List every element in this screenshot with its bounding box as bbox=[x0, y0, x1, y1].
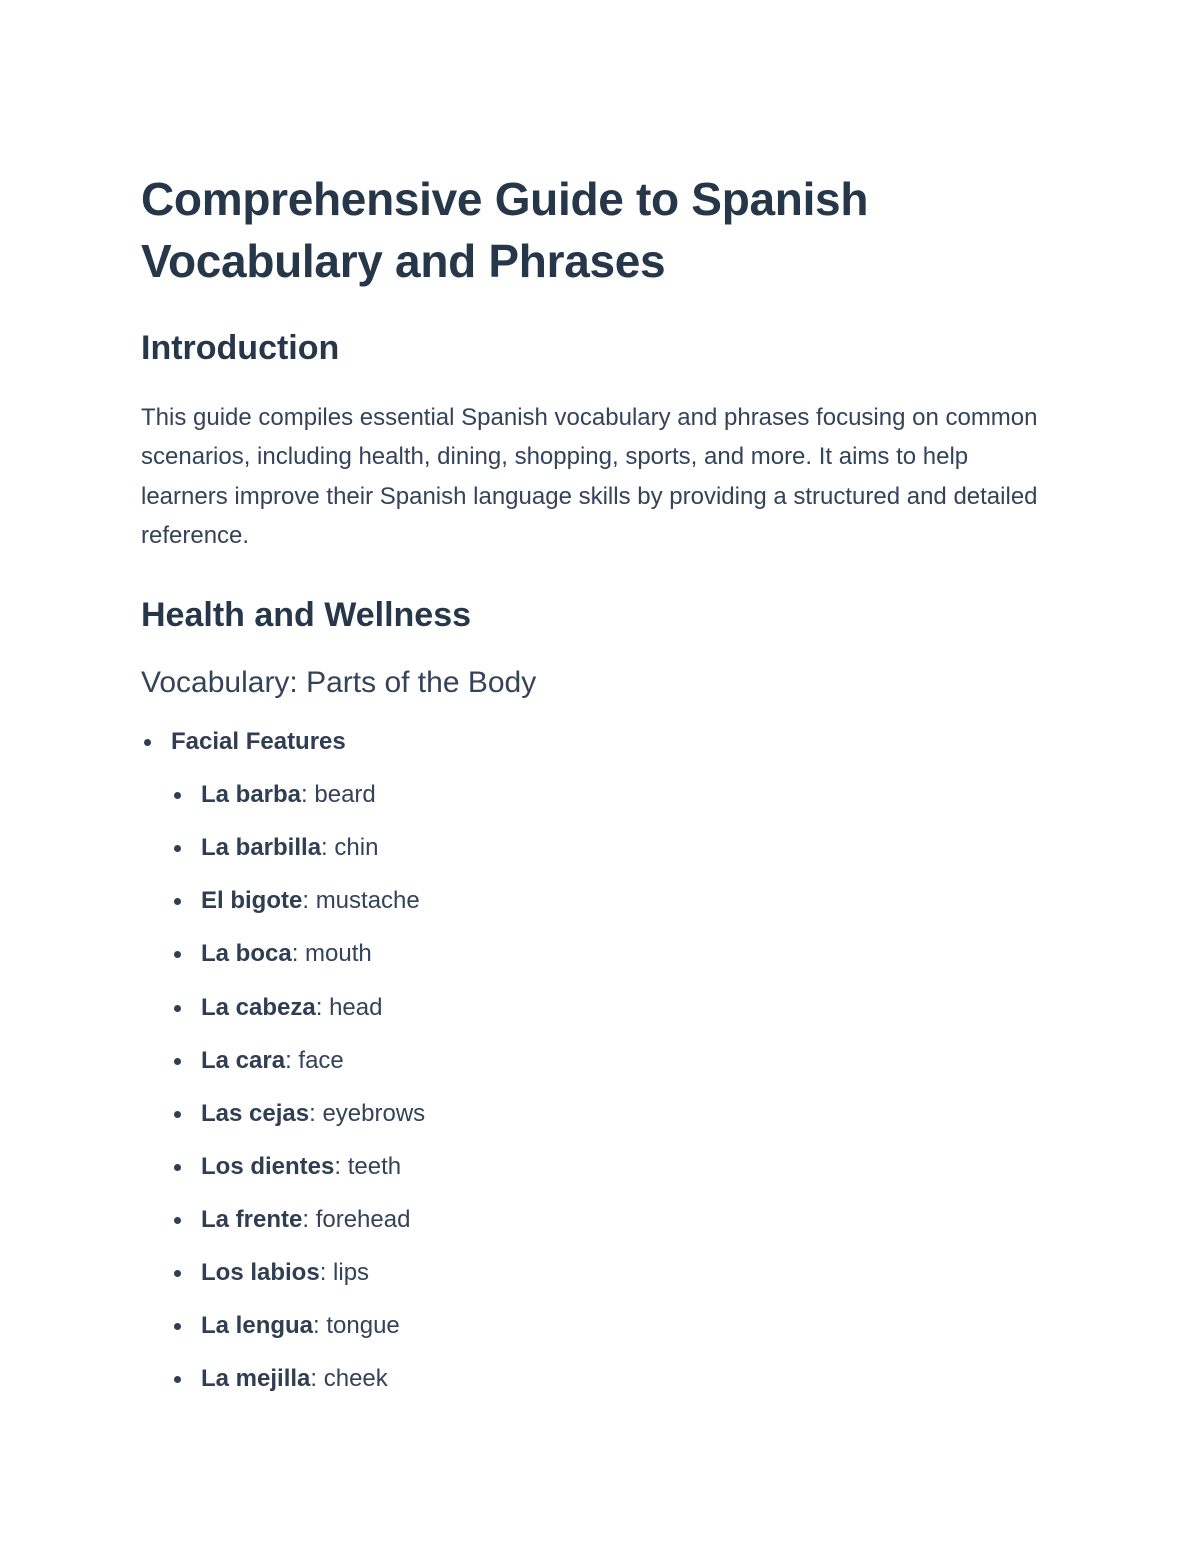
list-item bbox=[171, 992, 1061, 1024]
vocabulary-list bbox=[141, 726, 1061, 1395]
bullet-icon bbox=[174, 1376, 181, 1383]
term-separator: : bbox=[319, 1259, 334, 1287]
bullet-icon bbox=[174, 1217, 181, 1224]
english-meaning: head bbox=[329, 993, 383, 1021]
list-item bbox=[171, 779, 1061, 811]
spanish-term: La boca bbox=[201, 940, 292, 968]
facial-features-list bbox=[171, 779, 1061, 1395]
document-page bbox=[141, 168, 1061, 1416]
english-meaning: tongue bbox=[326, 1312, 400, 1340]
bullet-icon bbox=[174, 1058, 181, 1065]
intro-paragraph: This guide compiles essential Spanish vocabulary and phrases focusing on common scenarios, including health, dining, shopping, sports, and more. It aims to help learners improve their Spanish language skills by providing a structured and detailed reference. bbox=[141, 404, 1038, 549]
bullet-icon bbox=[174, 1164, 181, 1171]
spanish-term: El bigote bbox=[201, 887, 303, 915]
english-meaning: chin bbox=[334, 834, 379, 862]
term-separator: : bbox=[302, 887, 316, 915]
term-separator: : bbox=[302, 1205, 316, 1233]
spanish-term: La cabeza bbox=[201, 993, 316, 1021]
list-item bbox=[171, 1045, 1061, 1077]
list-item bbox=[171, 938, 1061, 970]
spanish-term: La mejilla bbox=[201, 1365, 311, 1393]
list-item bbox=[171, 1151, 1061, 1183]
bullet-icon bbox=[174, 898, 181, 905]
body-parts-subheading: Vocabulary: Parts of the Body bbox=[141, 666, 537, 700]
term-separator: : bbox=[285, 1046, 299, 1074]
health-heading: Health and Wellness bbox=[141, 596, 472, 635]
intro-heading: Introduction bbox=[141, 329, 340, 367]
list-item bbox=[171, 1310, 1061, 1342]
bullet-icon bbox=[174, 845, 181, 852]
term-separator: : bbox=[334, 1152, 348, 1180]
list-item bbox=[171, 1204, 1061, 1236]
spanish-term: Los labios bbox=[201, 1259, 320, 1287]
term-separator: : bbox=[301, 781, 315, 809]
english-meaning: forehead bbox=[315, 1205, 411, 1233]
bullet-icon bbox=[144, 739, 151, 746]
spanish-term: Las cejas bbox=[201, 1099, 310, 1127]
term-separator: : bbox=[315, 993, 330, 1021]
spanish-term: La cara bbox=[201, 1046, 286, 1074]
english-meaning: teeth bbox=[347, 1152, 402, 1180]
english-meaning: beard bbox=[314, 781, 376, 809]
english-meaning: mouth bbox=[305, 940, 372, 968]
list-item bbox=[171, 832, 1061, 864]
list-item bbox=[171, 1257, 1061, 1289]
bullet-icon bbox=[174, 1270, 181, 1277]
term-separator: : bbox=[321, 834, 335, 862]
english-meaning: cheek bbox=[323, 1365, 388, 1393]
page-title: Comprehensive Guide to Spanish Vocabulary and Phrases bbox=[141, 173, 869, 287]
group-label: Facial Features bbox=[171, 728, 346, 756]
term-separator: : bbox=[310, 1365, 324, 1393]
english-meaning: mustache bbox=[315, 887, 420, 915]
term-separator: : bbox=[313, 1312, 327, 1340]
spanish-term: La barba bbox=[201, 781, 302, 809]
bullet-icon bbox=[174, 1005, 181, 1012]
english-meaning: lips bbox=[333, 1259, 370, 1287]
list-item bbox=[171, 885, 1061, 917]
spanish-term: Los dientes bbox=[201, 1152, 335, 1180]
bullet-icon bbox=[174, 1323, 181, 1330]
bullet-icon bbox=[174, 951, 181, 958]
bullet-icon bbox=[174, 792, 181, 799]
spanish-term: La frente bbox=[201, 1205, 303, 1233]
term-separator: : bbox=[309, 1099, 323, 1127]
bullet-icon bbox=[174, 1111, 181, 1118]
term-separator: : bbox=[291, 940, 306, 968]
list-item bbox=[171, 1363, 1061, 1395]
spanish-term: La barbilla bbox=[201, 834, 322, 862]
list-item bbox=[171, 1098, 1061, 1130]
english-meaning: face bbox=[298, 1046, 344, 1074]
spanish-term: La lengua bbox=[201, 1312, 314, 1340]
list-item-facial-features bbox=[141, 726, 1061, 1395]
english-meaning: eyebrows bbox=[322, 1099, 426, 1127]
